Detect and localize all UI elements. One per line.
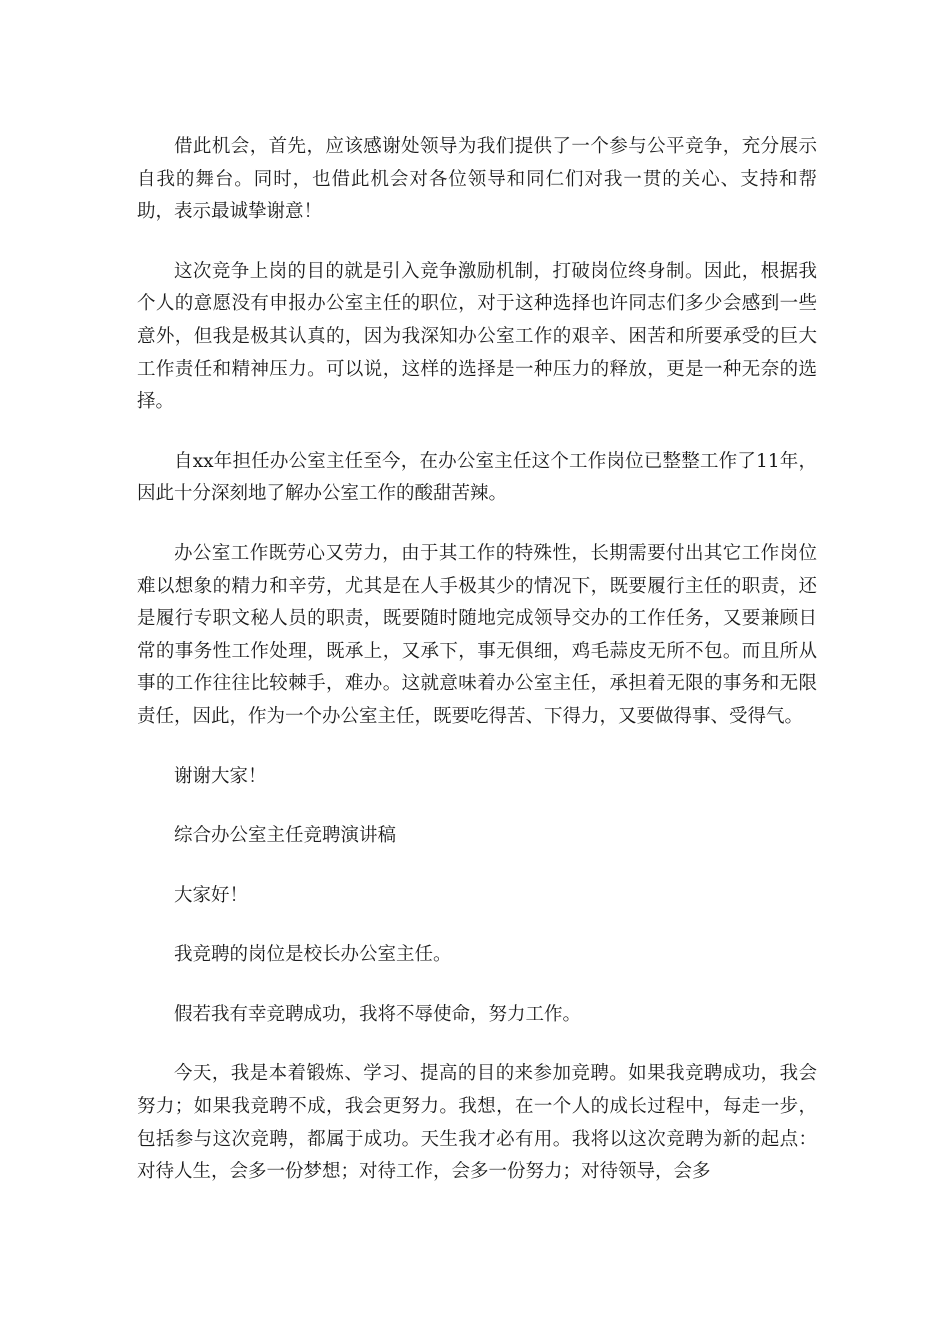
paragraph-gratitude: 借此机会，首先，应该感谢处领导为我们提供了一个参与公平竞争，充分展示自我的舞台。同时，也借此机会对各位领导和同仁们对我一贯的关心、支持和帮助，表示最诚挚谢意！ <box>137 136 817 223</box>
paragraph-motivation: 今天，我是本着锻炼、学习、提高的目的来参加竞聘。如果我竞聘成功，我会努力；如果我竞聘不成，我会更努力。我想，在一个人的成长过程中，每走一步，包括参与这次竞聘，都属于成功。天生我才必有用。我将以这次竞聘为新的起点：对待人生，会多一份梦想；对待工作，会多一份努力；对待领导，会多 <box>137 1063 817 1183</box>
paragraph-purpose: 这次竞争上岗的目的就是引入竞争激励机制，打破岗位终身制。因此，根据我个人的意愿没有申报办公室主任的职位，对于这种选择也许同志们多少会感到一些意外，但我是极其认真的，因为我深知办公室工作的艰辛、困苦和所要承受的巨大工作责任和精神压力。可以说，这样的选择是一种压力的释放，更是一种无奈的选择。 <box>137 260 817 413</box>
paragraph-pledge: 假若我有幸竞聘成功，我将不辱使命，努力工作。 <box>174 1003 582 1025</box>
paragraph-greeting: 大家好！ <box>174 884 249 906</box>
document-page <box>137 131 817 1216</box>
paragraph-position: 我竞聘的岗位是校长办公室主任。 <box>174 944 452 966</box>
section-title: 综合办公室主任竞聘演讲稿 <box>174 825 397 847</box>
paragraph-tenure: 自xx年担任办公室主任至今，在办公室主任这个工作岗位已整整工作了11年，因此十分深刻地了解办公室工作的酸甜苦辣。 <box>137 450 817 505</box>
paragraph-workload: 办公室工作既劳心又劳力，由于其工作的特殊性，长期需要付出其它工作岗位难以想象的精力和辛劳，尤其是在人手极其少的情况下，既要履行主任的职责，还是履行专职文秘人员的职责，既要随时随地完成领导交办的工作任务，又要兼顾日常的事务性工作处理，既承上，又承下，事无俱细，鸡毛蒜皮无所不包。而且所从事的工作往往比较棘手，难办。这就意味着办公室主任，承担着无限的事务和无限责任，因此，作为一个办公室主任，既要吃得苦、下得力，又要做得事、受得气。 <box>137 542 817 727</box>
paragraph-thanks: 谢谢大家！ <box>174 765 267 787</box>
